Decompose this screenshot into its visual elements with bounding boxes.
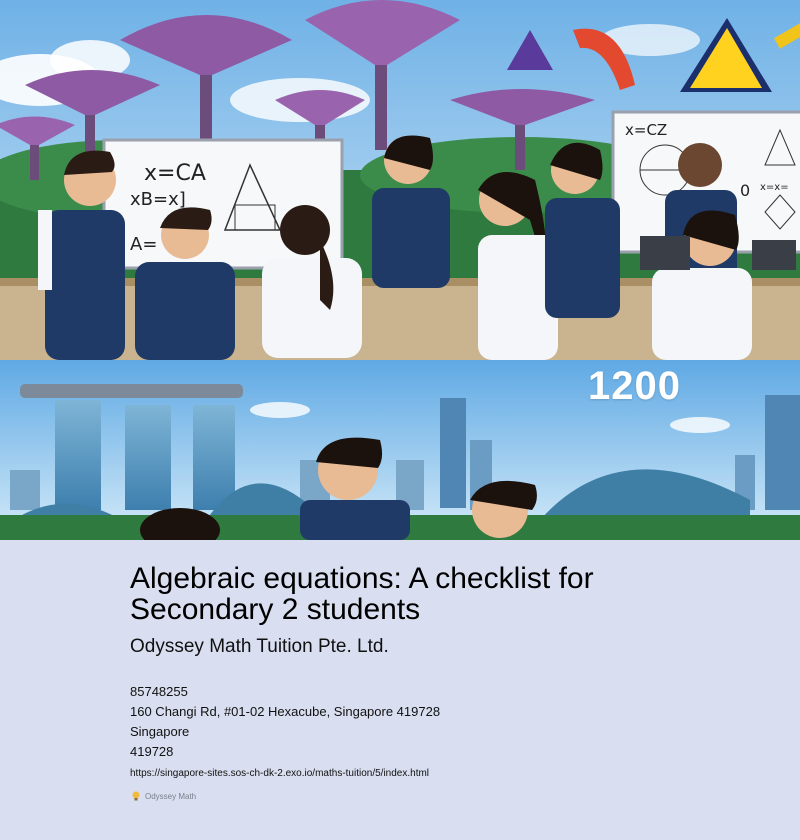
svg-text:x=CZ: x=CZ xyxy=(625,121,668,139)
source-url-link[interactable]: https://singapore-sites.sos-ch-dk-2.exo.io/maths-tuition/5/index.html xyxy=(130,768,430,779)
svg-text:A=: A= xyxy=(130,234,158,255)
classroom-scene xyxy=(0,0,800,360)
svg-text:x=x=: x=x= xyxy=(760,182,789,193)
svg-text:0: 0 xyxy=(740,181,751,200)
hero-number-badge: 1200 xyxy=(588,364,681,408)
company-name: Odyssey Math Tuition Pte. Ltd. xyxy=(130,636,389,657)
contact-block xyxy=(130,682,730,762)
svg-text:xB=x]: xB=x] xyxy=(130,189,186,210)
phone-number: 85748255 xyxy=(130,684,188,699)
country: Singapore xyxy=(130,724,190,739)
lightbulb-icon xyxy=(130,790,142,802)
street-address: 160 Changi Rd, #01-02 Hexacube, Singapore 419728 xyxy=(130,704,441,719)
footer-logo xyxy=(130,790,196,802)
page-title: Algebraic equations: A checklist for Secondary 2 students xyxy=(130,562,594,626)
postal-code: 419728 xyxy=(130,744,174,759)
logo-text: Odyssey Math xyxy=(145,791,197,801)
svg-text:x=CA: x=CA xyxy=(144,161,206,186)
article-content xyxy=(130,563,730,782)
